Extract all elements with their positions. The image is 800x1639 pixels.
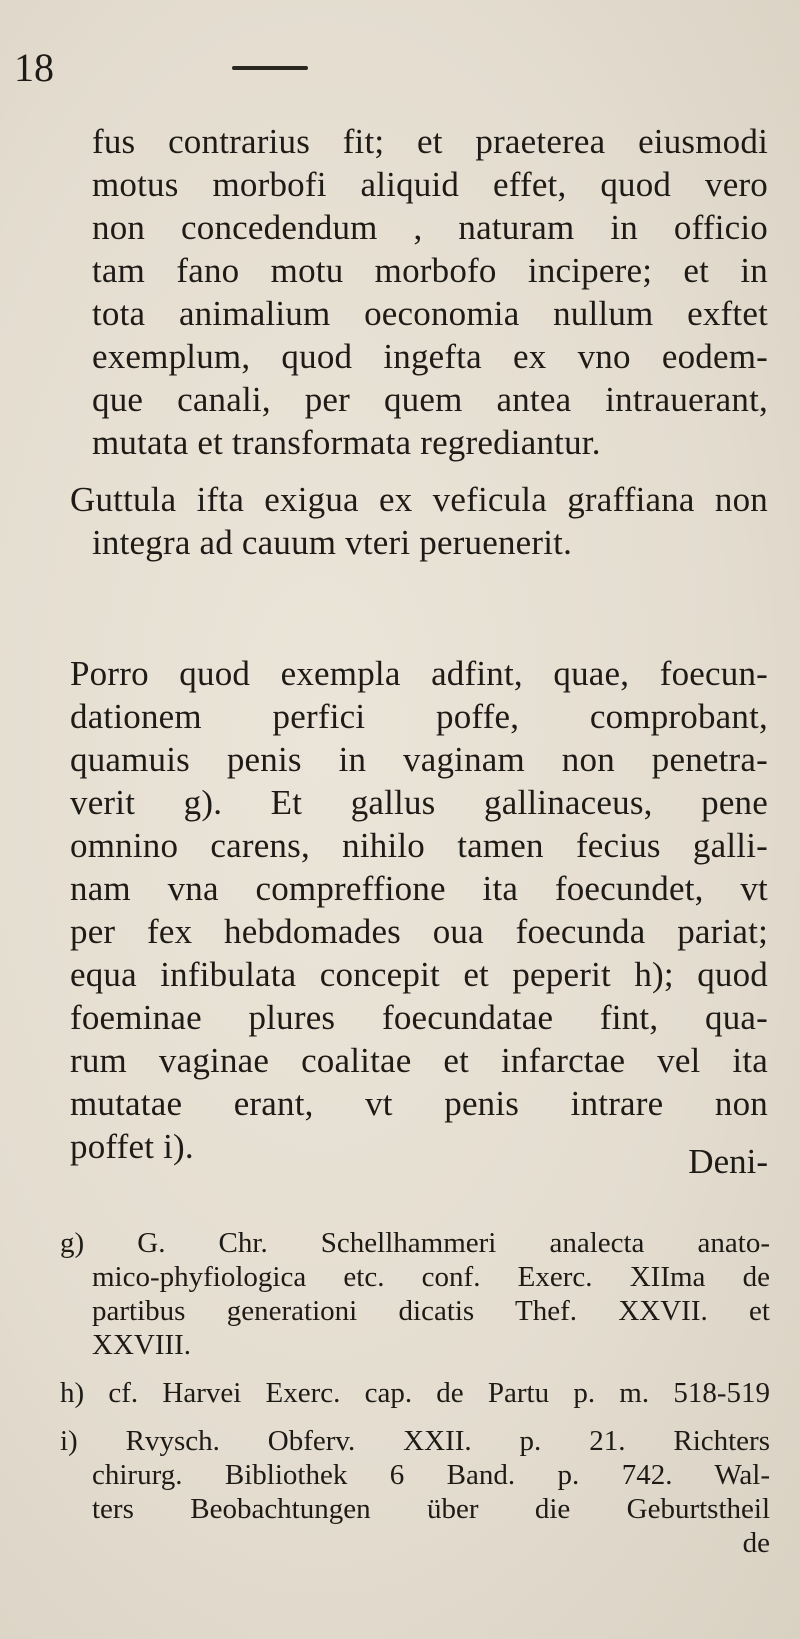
text-line: per fex hebdomades oua foecunda pariat; (70, 912, 768, 951)
text-line: mutatae erant, vt penis intrare non (70, 1084, 768, 1123)
text-line: que canali, per quem antea intrauerant, (92, 380, 768, 419)
footnote-i (60, 1424, 770, 1560)
text-line: integra ad cauum vteri peruenerit. (92, 523, 573, 562)
text-line: mutata et transformata regrediantur. (92, 423, 601, 462)
paragraph-1 (92, 120, 768, 464)
text-line: dationem perfici poffe, comprobant, (70, 697, 768, 736)
footnote-line: de (742, 1527, 770, 1559)
footnote-line: mico-phyfiologica etc. conf. Exerc. XIIma de (92, 1261, 770, 1293)
page-number: 18 (14, 45, 54, 90)
footnote-line: ters Beobachtungen über die Geburtstheil (92, 1493, 770, 1525)
text-line: nam vna compreffione ita foecundet, vt (70, 869, 768, 908)
text-line: quamuis penis in vaginam non penetra- (70, 740, 768, 779)
text-line: foeminae plures foecundatae fint, qua- (70, 998, 768, 1037)
text-line: exemplum, quod ingefta ex vno eodem- (92, 337, 768, 376)
footnote-line: XXVIII. (92, 1329, 192, 1361)
footnote-h (60, 1376, 770, 1410)
catchword: Deni- (688, 1142, 768, 1181)
footnote-line: chirurg. Bibliothek 6 Band. p. 742. Wal- (92, 1459, 770, 1491)
footnote-line: h) cf. Harvei Exerc. cap. de Partu p. m. 518-519 (60, 1377, 770, 1409)
footnote-g (60, 1226, 770, 1362)
footnote-line: partibus generationi dicatis Thef. XXVII. et (92, 1295, 770, 1327)
text-line: tota animalium oeconomia nullum exftet (92, 294, 768, 333)
text-line: tam fano motu morbofo incipere; et in (92, 251, 768, 290)
text-line: non concedendum , naturam in officio (92, 208, 768, 247)
footnote-line: g) G. Chr. Schellhammeri analecta anato- (60, 1227, 770, 1259)
text-line: verit g). Et gallus gallinaceus, pene (70, 783, 768, 822)
text-line: fus contrarius fit; et praeterea eiusmodi (92, 122, 768, 161)
paragraph-3 (70, 652, 768, 1168)
header-rule (232, 66, 308, 70)
text-line: poffet i). (70, 1127, 194, 1166)
paragraph-2 (70, 478, 768, 564)
text-line: Guttula ifta exigua ex veficula graffiana non (70, 480, 768, 519)
text-line: omnino carens, nihilo tamen fecius galli- (70, 826, 768, 865)
text-line: rum vaginae coalitae et infarctae vel ita (70, 1041, 768, 1080)
text-line: Porro quod exempla adfint, quae, foecun- (70, 654, 768, 693)
footnote-line: i) Rvysch. Obferv. XXII. p. 21. Richters (60, 1425, 770, 1457)
text-line: motus morbofi aliquid effet, quod vero (92, 165, 768, 204)
text-line: equa infibulata concepit et peperit h); quod (70, 955, 768, 994)
